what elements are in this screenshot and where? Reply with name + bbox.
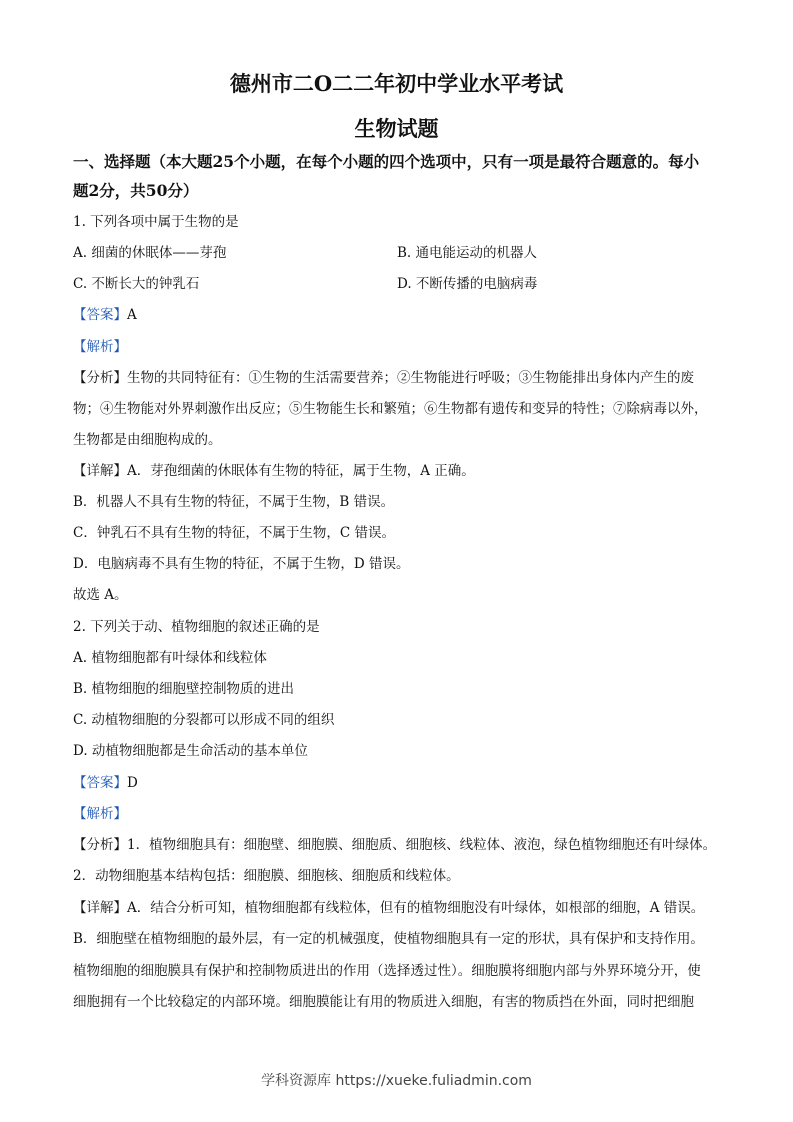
q1-fenxi-line-2: 物；④生物能对外界刺激作出反应；⑤生物能生长和繁殖；⑥生物都有遗传和变异的特性；⑦除病毒以外， — [73, 401, 708, 417]
q2-option-b: B. 植物细胞的细胞壁控制物质的进出 — [73, 681, 295, 697]
q2-fenxi-line-1 — [73, 835, 716, 855]
q2-xiangjie-b-line-1: B．细胞壁在植物细胞的最外层，有一定的机械强度，使植物细胞具有一定的形状，具有保护和支持作用。 — [73, 931, 704, 947]
footer-watermark: 学科资源库 https://xueke.fuliadmin.com — [261, 1073, 532, 1089]
q1-option-d: D. 不断传播的电脑病毒 — [397, 276, 538, 292]
q1-xiangjie-b: B．机器人不具有生物的特征，不属于生物，B 错误。 — [73, 494, 395, 510]
section-heading — [73, 147, 723, 205]
section-heading-line-2: 题2分，共50分） — [73, 181, 199, 200]
q2-option-c: C. 动植物细胞的分裂都可以形成不同的组织 — [73, 712, 335, 728]
analysis-tag: 【解析】 — [73, 806, 127, 822]
q1-xiangjie-a — [73, 461, 475, 481]
q2-xiangjie-b-line-3: 细胞拥有一个比较稳定的内部环境。细胞膜能让有用的物质进入细胞，有害的物质挡在外面，同时把细胞 — [73, 994, 694, 1010]
xiangjie-text: A．芽孢细菌的休眠体有生物的特征，属于生物，A 正确。 — [127, 463, 475, 479]
q2-answer — [73, 773, 138, 793]
q1-conclusion: 故选 A。 — [73, 587, 128, 603]
q1-fenxi-line-3: 生物都是由细胞构成的。 — [73, 432, 222, 448]
q1-option-b: B. 通电能运动的机器人 — [397, 245, 538, 261]
answer-tag: 【答案】 — [73, 307, 127, 323]
q2-analysis-heading — [73, 804, 127, 824]
q1-xiangjie-d: D．电脑病毒不具有生物的特征，不属于生物，D 错误。 — [73, 556, 410, 572]
fenxi-text: 1．植物细胞具有：细胞壁、细胞膜、细胞质、细胞核、线粒体、液泡，绿色植物细胞还有叶绿体。 — [127, 837, 717, 853]
xiangjie-text: A．结合分析可知，植物细胞都有线粒体，但有的植物细胞没有叶绿体，如根部的细胞，A 错误。 — [127, 900, 705, 916]
fenxi-tag: 【分析】 — [73, 370, 127, 386]
answer-tag: 【答案】 — [73, 775, 127, 791]
q2-option-a: A. 植物细胞都有叶绿体和线粒体 — [73, 650, 267, 666]
q1-fenxi-line-1 — [73, 368, 694, 388]
q1-analysis-heading — [73, 337, 127, 357]
answer-value: D — [127, 775, 138, 791]
q2-stem: 2. 下列关于动、植物细胞的叙述正确的是 — [73, 619, 320, 635]
q1-xiangjie-c: C．钟乳石不具有生物的特征，不属于生物，C 错误。 — [73, 525, 395, 541]
q1-option-c: C. 不断长大的钟乳石 — [73, 276, 200, 292]
q2-xiangjie-a — [73, 898, 704, 918]
answer-value: A — [127, 307, 137, 323]
fenxi-tag: 【分析】 — [73, 837, 127, 853]
q2-option-d: D. 动植物细胞都是生命活动的基本单位 — [73, 743, 308, 759]
q2-fenxi-line-2: 2．动物细胞基本结构包括：细胞膜、细胞核、细胞质和线粒体。 — [73, 868, 460, 884]
q2-xiangjie-b-line-2: 植物细胞的细胞膜具有保护和控制物质进出的作用（选择透过性）。细胞膜将细胞内部与外界环境分开，使 — [73, 963, 701, 979]
analysis-tag: 【解析】 — [73, 339, 127, 355]
exam-title: 德州市二O二二年初中学业水平考试 — [229, 71, 564, 96]
section-heading-line-1: 一、选择题（本大题25个小题，在每个小题的四个选项中，只有一项是最符合题意的。每小 — [73, 152, 700, 171]
exam-subtitle: 生物试题 — [354, 116, 439, 141]
xiangjie-tag: 【详解】 — [73, 900, 127, 916]
fenxi-text: 生物的共同特征有：①生物的生活需要营养；②生物能进行呼吸；③生物能排出身体内产生的废 — [127, 370, 694, 386]
xiangjie-tag: 【详解】 — [73, 463, 127, 479]
q1-answer — [73, 305, 137, 325]
q1-option-a: A. 细菌的休眠体——芽孢 — [73, 245, 227, 261]
q1-stem: 1. 下列各项中属于生物的是 — [73, 214, 239, 230]
